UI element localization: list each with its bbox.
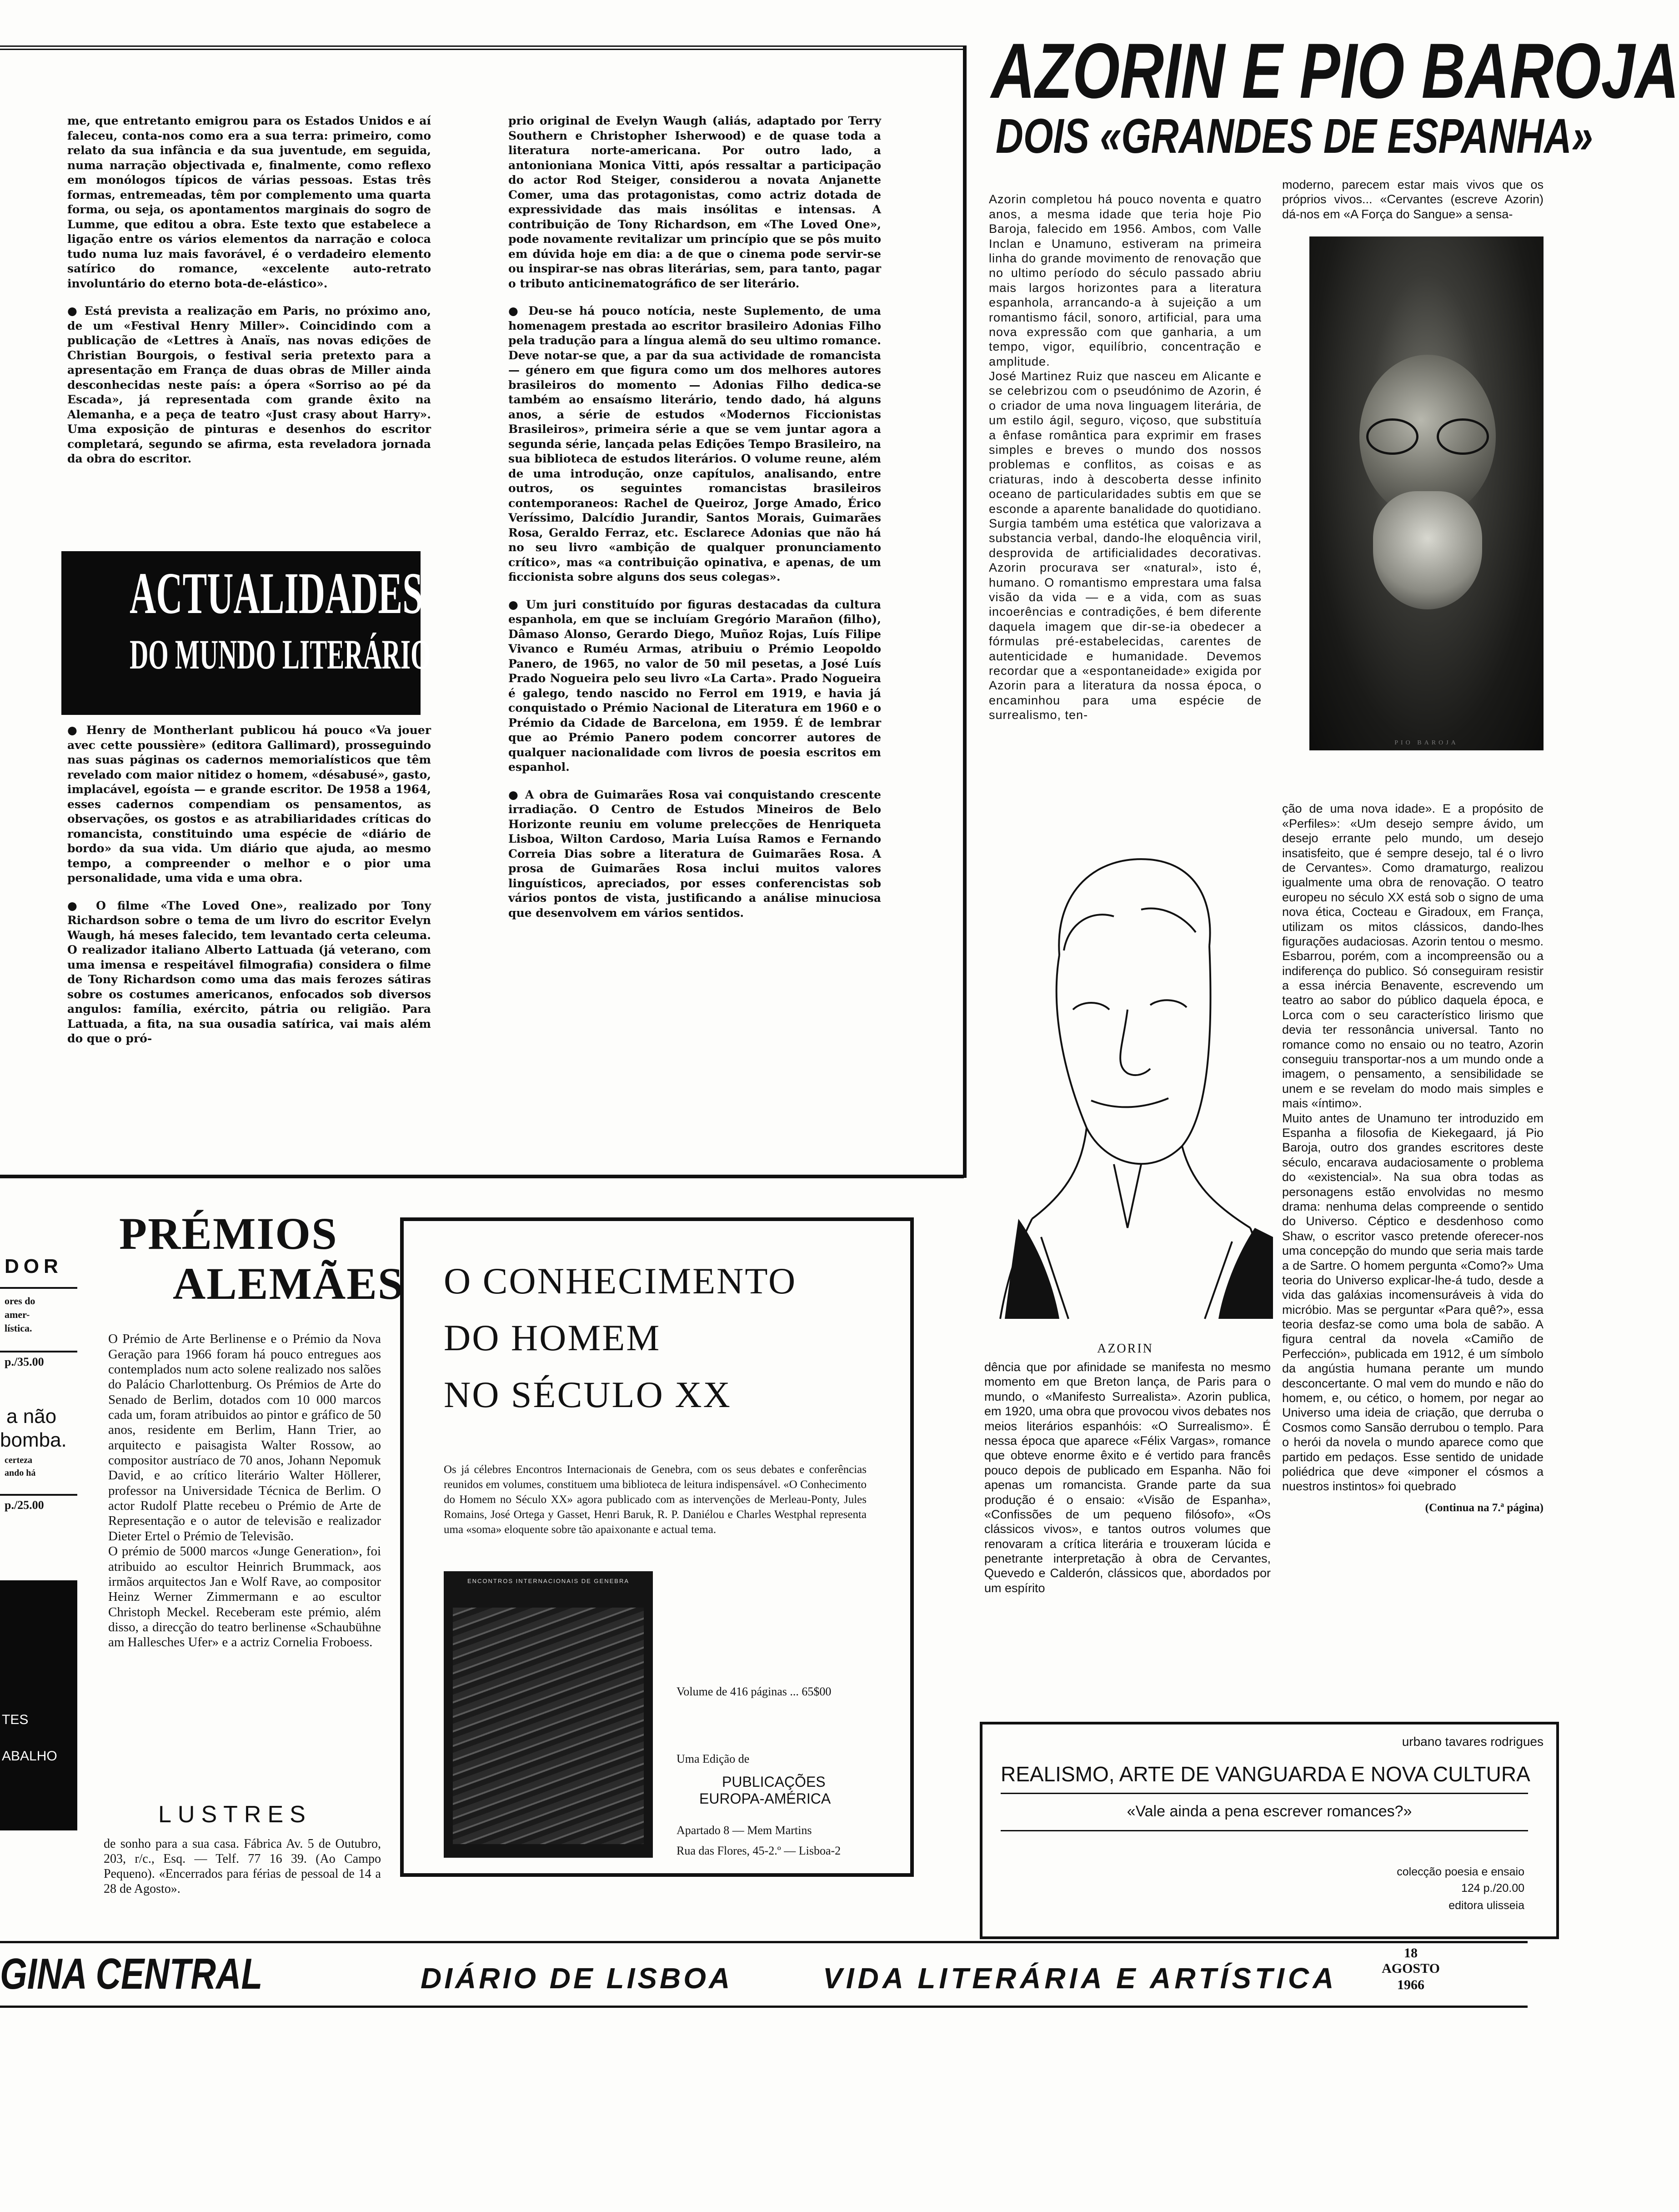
azorin-col2 [1282,787,1544,1529]
azorin-col2-text: ção de uma nova idade». E a propósito de «Perfiles»: «Um desejo sempre ávido, um desejo errante pelo mundo, um desejo insatisfeito, que é sempre desejo, tal é o livro de Cervantes». Como dramaturgo, realizou igualmente uma obra de renovação. O teatro europeu no século XX está sob o signo de uma nova ética, Cocteau e Giradoux, em França, utilizam os mitos clássicos, dando-lhes figurações audaciosas. Azorin tentou o mesmo. Esbarrou, porém, com a incompreensão ou a indiferença do publico. Só conseguiram resistir a essa inércia Benavente, escrevendo um teatro ao sabor do público daquela época, e Lorca com o seu característico lirismo que devia ter ressonância universal. Tanto no romance como no ensaio ou no teatro, Azorin conseguiu transportar-nos a um mundo onde a imagem, o pensamento, a sensibilidade se unem e se revelam do modo mais simples e mais «íntimo». Muito antes de Unamuno ter introduzido em Espanha a filosofia de Kiekegaard, já Pio Baroja, outro dos grandes escritores deste século, encarava audaciosamente o problema do «existencial». Na sua obra todas as personagens estão envolvidas no mesmo drama: nenhuma delas compreende o sentido do Universo. Céptico e desdenhoso como Shaw, o escritor vasco pretende oferecer-nos uma concepção do mundo que seria mais tarde a de Sartre. O homem pergunta «Como?» Uma teoria do Universo explicar-lhe-á tudo, desde a vida das galáxias incomensuráveis à vida do micróbio. Mas se perguntar «Para quê?», essa teoria desfaz-se como uma bola de sabão. A figura central da novela «Camiño de Perfección», publicada em 1912, é um símbolo da angústia humana perante um mundo desconcertante. O mal vem do mundo e não do homem, e, ou cético, o homem, por negar ao Universo uma ideia de criação, que derruba o Cosmos como Sansão derrubou o templo. Para o herói da novela o mundo aparece como que partido em pedaços. Esse sentido de unidade poliédrica que deve «imponer el cósmos a nuestros instintos» foi quebrado [1282,802,1544,1493]
book-title-2: DO HOMEM [444,1317,661,1358]
premios-text [108,1317,381,1650]
edge-rule3 [0,1494,77,1496]
footer-rule-bottom [0,2006,1528,2008]
book-title-3: NO SÉCULO XX [444,1374,732,1415]
premios-body: O Prémio de Arte Berlinense e o Prémio da Nova Geração para 1966 foram há pouco entregues aos contemplados num acto solene realizado nos salões do Palácio Charlottenburg. Os Prémios de Arte do Senado de Berlim, dotados com 10 000 marcos cada um, foram atribuidos ao pintor e gráfico de 50 anos, residente em Berlim, Hann Trier, ao arquitecto e paisagista Walter Rossow, ao compositor austríaco de 70 anos, Johann Nepomuk David, e ao crítico literário Walter Höllerer, professor na Universidade Técnica de Berlim. O actor Rudolf Platte recebeu o Prémio de Arte de Representação e o autor de televisão e realizador Dieter Ertel o Prémio de Televisão. O prémio de 5000 marcos «Junge Generation», foi atribuido ao escultor Heinrich Brummack, aos irmãos arquitectos Jan e Wolf Rave, ao compositor Heinz Werner Zimmermann e ao escultor Christoph Meckel. Receberam este prémio, além disso, a direcção do teatro berlinense «Schaubühne am Hallesches Ufer» e a actriz Cornelia Froboess. [108,1332,381,1650]
book-publisher-1: PUBLICAÇÕES [722,1774,826,1790]
book-cover [444,1571,653,1858]
book-address-2: Rua das Flores, 45-2.º — Lisboa-2 [677,1844,841,1857]
right-frame-border [963,45,967,1178]
azorin-lower-left [984,1360,1271,1595]
book-publisher-2: EUROPA-AMÉRICA [699,1790,831,1807]
footer-newspaper: DIÁRIO DE LISBOA [421,1962,733,1995]
book-volume: Volume de 416 páginas ... 65$00 [677,1685,832,1698]
realismo-rule1 [1001,1793,1528,1794]
book-cover-top: ENCONTROS INTERNACIONAIS DE GENEBRA [467,1578,630,1584]
book-ad [400,1217,914,1877]
top-left-frame-border [0,45,964,50]
portrait-caption: AZORIN [1097,1342,1153,1356]
realismo-collection: colecção poesia e ensaio [1397,1865,1524,1878]
miller-item: ● Está prevista a realização em Paris, no próximo ano, de um «Festival Henry Miller». Coincidindo com a publicação de «Lettres à Anaïs, nas novas edições de Christian Bourgois, o festival seria pretexto para a apresentação em França de duas obras de Miller ainda desconhecidas neste país: a ópera «Sorriso ao pé da Escada», já representada com grande êxito na Alemanha, e a peça de teatro «Just crasy about Harry». Uma exposição de pinturas e desenhos do escritor completará, segundo se afirma, esta reveladora jornada da obra do escritor. [67,304,431,467]
realismo-question: «Vale ainda a pena escrever romances?» [1127,1803,1412,1820]
footer [0,1946,1528,2009]
footer-rule-top [0,1941,1528,1943]
book-edition: Uma Edição de [677,1752,750,1765]
premios-title-2: ALEMÃES [173,1258,404,1309]
continued-note: (Continua na 7.ª página) [1425,1501,1544,1514]
edge-small1: ores do [5,1295,35,1307]
lustres-text: de sonho para a sua casa. Fábrica Av. 5 de Outubro, 203, r/c., Esq. — Telf. 77 16 39. (Ao Campo Pequeno). «Encerrados para férias de pessoal de 14 a 28 de Agosto». [104,1837,381,1896]
edge-small3: lística. [5,1322,32,1334]
book-description: Os já célebres Encontros Internacionais de Genebra, com os seus debates e conferências reunidos em volumes, constituem uma biblioteca de leitura indispensável. «O Conhecimento do Homem no Século XX» agora publicado com as intervenções de Merleau-Ponty, Jules Romains, José Ortega y Gasset, Henri Baruk, R. P. Daniélou e Charles Westphal representa uma «soma» eloquente sobre tão apaixonante e actual tema. [444,1463,867,1536]
article-intro: me, que entretanto emigrou para os Estados Unidos e aí faleceu, conta-nos como era a sua terra: primeiro, como relato da sua infância e da sua juventude, em seguida, numa narração objectivada e, finalmente, como reflexo em monólogos típicos de várias pessoas. Estas três formas, entremeadas, têm por complemento uma quarta forma, ou seja, os apontamentos marginais do sogro de Lumme, que editou a obra. Este texto que estabelece a ligação entre os vários elementos da narração e coloca tudo numa luz mais favorável, é o verdadeiro elemento satírico do romance, «excelente auto-retrato involuntário do eterno bota-de-elástico». [67,114,431,290]
footer-page-label: GINA CENTRAL [0,1950,263,1998]
montherlant-item: ● Henry de Montherlant publicou há pouco «Va jouer avec cette poussière» (editora Gallimard), prosseguindo nas suas páginas os cadernos memorialísticos que têm revelado com maior nitidez o homem, «désabusé», gasto, implacável, egoísta — e grande escritor. De 1958 a 1964, esses cadernos compendiam os pensamentos, as observações, os gostos e as atrabiliaridades críticas do romancista, constituindo uma espécie de «diário de bordo» da sua vida. Um diário que ajuda, ao mesmo tempo, a compreender o melhor e o pior uma personalidade, uma vida e uma obra. [67,723,431,886]
azorin-portrait [977,819,1273,1356]
azorin-portrait-sketch [977,819,1273,1319]
premios-title-1: PRÉMIOS [119,1208,338,1259]
left-column-bottom [67,723,431,1059]
book-cover-art [453,1608,644,1844]
middle-frame-border [0,1175,964,1178]
edge-small4: certeza [5,1455,33,1465]
footer-day: 18 [1404,1946,1418,1961]
edge-text2: bomba. [0,1429,67,1451]
edge-text1: a não [6,1405,57,1428]
book-address-1: Apartado 8 — Mem Martins [677,1824,812,1837]
edge-small2: amer- [5,1309,30,1320]
azorin-title: AZORIN E PIO BAROJA [991,27,1679,115]
azorin-col1-text: Azorin completou há pouco noventa e quatro anos, a mesma idade que teria hoje Pio Baroja, falecido em 1956. Ambos, com Valle Inclan e Unamuno, estiveram na primeira linha do grande movimento de renovação que no ultimo período do século passado abriu mais largos horizontes para a literatura espanhola, arrancando-a à sujeição a um romantismo fácil, sonoro, artificial, para uma nova expressão com que ganharia, a um tempo, vigor, equilíbrio, concentração e amplitude. José Martinez Ruiz que nasceu em Alicante e se celebrizou com o pseudónimo de Azorin, é o criador de uma nova linguagem literária, de um estilo ágil, seguro, viçoso, que substituía a ênfase romântica para exprimir em frases simples e breves o mundo dos nossos problemas e conflitos, as coisas e as criaturas, indo à descoberta desse infinito oceano de particularidades subtis em que se esconde a aparente banalidade do quotidiano. Surgia também uma estética que valorizava a substancia verbal, dando-lhe eloquência viril, desprovida de artificialidades decorativas. Azorin procurava ser «natural», isto é, humano. O romantismo emprestara uma falsa visão da vida — e a vida, com as suas incoerências e contradições, é bem diferente daquela imagem que dir-se-ia obedecer a fórmulas pré-estabelecidas, carentes de autenticidade e humanidade. Devemos recordar que a «espontaneidade» exigida por Azorin para a literatura da nossa época, o encaminhou para uma espécie de surrealismo, ten- [989,192,1262,722]
photo-beard [1373,491,1482,609]
edge-black2: ABALHO [2,1749,57,1764]
banner-subtitle: DO MUNDO LITERÁRIO [130,631,431,678]
loved-one-continuation: prio original de Evelyn Waugh (aliás, adaptado por Terry Southern e Christopher Isherwood) e de quase toda a literatura norte-americana. Por outro lado, a antonioniana Monica Vitti, após ressaltar a participação do actor Rod Steiger, considerou a novata Anjanette Comer, uma das protagonistas, como actriz dotada de expressividade das mais insólitas e intensas. A contribuição de Tony Richardson, em «The Loved One», pode novamente revitalizar um princípio que se pôs muito em dúvida hoje em dia: a de que o cinema pode servir-se ou inspirar-se nas obras literárias, sem, para tanto, pagar o tributo anticinematográfico de ser literário. [508,114,881,290]
section-banner [61,551,431,715]
footer-year: 1966 [1397,1977,1424,1992]
realismo-price: 124 p./20.00 [1461,1882,1524,1895]
footer-section: VIDA LITERÁRIA E ARTÍSTICA [823,1962,1338,1995]
lustres-title: LUSTRES [158,1801,312,1828]
azorin-col2-top [1282,177,1544,221]
left-edge-ad [0,1242,82,1842]
azorin-col1 [989,177,1262,722]
edge-rule2 [0,1351,77,1352]
realismo-author: urbano tavares rodrigues [1402,1734,1544,1749]
loved-one-item: ● O filme «The Loved One», realizado por Tony Richardson sobre o tema de um livro do escritor Evelyn Waugh, há meses falecido, tem levantado certa celeuma. O realizador italiano Alberto Lattuada (já veterano, com uma imensa e respeitável filmografia) considera o filme de Tony Richardson como uma das mais ferozes sátiras sobre os costumes americanos, enfocados sob diversos angulos: família, exército, pátria ou religião. Para Lattuada, a fita, na sua ousadia satírica, vai mais além do que o pró- [67,899,431,1046]
banner-title: ACTUALIDADES [130,561,423,626]
azorin-lower-left-text: dência que por afinidade se manifesta no mesmo momento em que Breton lança, de Paris para o mundo, o «Manifesto Surrealista». Azorin publica, em 1920, uma obra que provocou vivos debates nos meios literários espanhóis: «O Surrealismo». É nessa época que aparece «Félix Vargas», romance que obteve enorme êxito e é vertido para francês pouco depois de publicado em Espanha. Não foi apenas um romancista. Grande parte da sua produção é o ensaio: «Visão de Espanha», «Confissões de um pequeno filósofo», «Os clássicos vivos», e tantos outros volumes que renovaram a crítica literária e trouxeram lúcida e penetrante interpretação à obra de Cervantes, Quevedo e Calderón, clássicos que, abordados por um espírito [984,1360,1271,1595]
realismo-ad [980,1722,1559,1939]
left-column-top [67,114,431,479]
azorin-col2-top-text: moderno, parecem estar mais vivos que os próprios vivos... «Cervantes (escreve Azorin) dá-nos em «A Força do Sangue» a sensa- [1282,178,1544,221]
edge-black-block [0,1580,77,1830]
edge-small5: ando há [5,1468,36,1478]
middle-column [508,114,881,933]
rosa-item: ● A obra de Guimarães Rosa vai conquistando crescente irradiação. O Centro de Estudos Mineiros de Belo Horizonte reuniu em volume prelecções de Henriqueta Lisboa, Wilton Cardoso, Maria Luísa Ramos e Fernando Correia Dias sobre a literatura de Guimarães Rosa. A prosa de Guimarães Rosa inclui muitos valores linguísticos, apreciados, por esses conferencistas sob vários pontos de vista, justificando a análise minuciosa que desenvolvem em vários sentidos. [508,788,881,921]
realismo-publisher: editora ulisseia [1448,1899,1524,1912]
photo-glasses [1366,418,1489,450]
adonias-item: ● Deu-se há pouco notícia, neste Suplemento, de uma homenagem prestada ao escritor brasileiro Adonias Filho pela tradução para a língua alemã do seu ultimo romance. Deve notar-se que, a par da sua actividade de romancista — género em que figura como um dos melhores autores brasileiros do momento — Adonias Filho dedica-se também ao ensaísmo literário, tendo dado, há alguns anos, a série de estudos «Modernos Ficcionistas Brasileiros», primeira série a que se vem juntar agora a segunda série, lançada pelas Edições Tempo Brasileiro, na sua biblioteca de estudos literários. O volume reune, além de uma introdução, onze capítulos, analisando, entre outros, os seguintes romancistas brasileiros contemporaneos: Rachel de Queiroz, Jorge Amado, Érico Veríssimo, Dalcídio Jurandir, Santos Morais, Guimarães Rosa, Geraldo Ferraz, etc. Esclarece Adonias que não há no seu livro «ambição de qualquer pronunciamento crítico», mas «a contribuição opinativa, e apenas, de um ficcionista sobre alguns dos seus colegas». [508,304,881,585]
pio-baroja-photo [1309,236,1544,750]
edge-black1: TES [2,1712,29,1727]
realismo-title: REALISMO, ARTE DE VANGUARDA E NOVA CULTURA [1001,1762,1530,1786]
photo-caption: PIO BAROJA [1394,739,1458,746]
realismo-rule2 [1001,1830,1528,1831]
book-title-1: O CONHECIMENTO [444,1260,797,1302]
edge-price1: p./35.00 [5,1355,44,1368]
edge-rule1 [0,1287,77,1289]
edge-price2: p./25.00 [5,1498,44,1512]
footer-month: AGOSTO [1382,1961,1440,1976]
edge-label: DOR [5,1255,63,1277]
panero-item: ● Um juri constituído por figuras destacadas da cultura espanhola, em que se incluíam Gregório Marañon (filho), Dâmaso Alonso, Gerardo Diego, Muñoz Rojas, Luís Filipe Vivanco e Ruméu Armas, atribuiu o Prémio Leopoldo Panero, de 1965, no valor de 50 mil pesetas, a José Luís Prado Nogueira pelo seu livro «La Carta». Prado Nogueira é galego, tendo nascido no Ferrol em 1919, e havia já conquistado o Prémio Nacional de Literatura em 1960 e o Prémio da Cidade de Barcelona, em 1959. É de lembrar que ao Prémio Panero podem concorrer autores de qualquer nacionalidade com livros de poesia escritos em espanhol. [508,598,881,775]
azorin-subtitle: DOIS «GRANDES DE ESPANHA» [996,108,1593,163]
